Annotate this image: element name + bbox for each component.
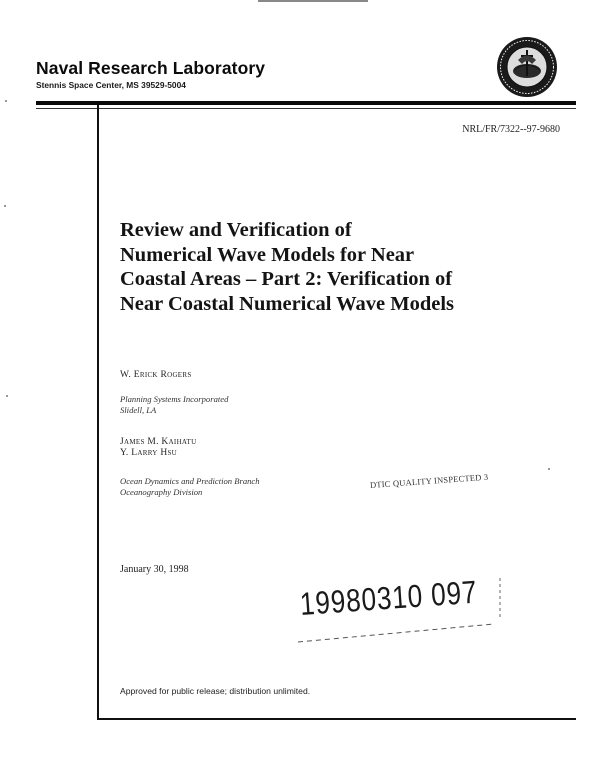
affiliation-line: Slidell, LA — [120, 404, 157, 415]
header-rule-thin — [36, 108, 576, 109]
stamp-dashed-edge — [498, 578, 502, 618]
stamp-dashed-line — [298, 622, 494, 644]
report-date: January 30, 1998 — [120, 564, 189, 575]
top-edge-rule — [258, 0, 368, 2]
navy-department-seal-icon — [496, 36, 558, 98]
report-number: NRL/FR/7322--97-9680 — [462, 124, 560, 135]
title-line: Numerical Wave Models for Near — [120, 243, 415, 266]
affiliation-line: Ocean Dynamics and Prediction Branch — [120, 476, 260, 486]
author-affiliation — [120, 476, 260, 497]
header-rule-thick — [36, 101, 576, 105]
title-line: Review and Verification of — [120, 219, 352, 241]
distribution-statement: Approved for public release; distribution unlimited. — [120, 686, 311, 696]
accession-number-stamp: 19980310 097 — [298, 573, 479, 622]
title-line: Near Coastal Numerical Wave Models — [120, 292, 455, 315]
organization-name: Naval Research Laboratory — [36, 58, 266, 78]
scan-speck — [4, 205, 6, 207]
organization-address: Stennis Space Center, MS 39529-5004 — [36, 80, 186, 90]
title-line: Coastal Areas – Part 2: Verification of — [120, 268, 453, 290]
scan-speck — [5, 100, 7, 102]
author-name: Y. Larry Hsu — [120, 448, 178, 458]
author-name: James M. Kaihatu — [120, 437, 197, 447]
affiliation-line: Oceanography Division — [120, 486, 203, 497]
author-name: W. Erick Rogers — [120, 370, 192, 380]
dtic-quality-stamp: DTIC QUALITY INSPECTED 3 — [369, 471, 489, 490]
scan-speck — [548, 468, 550, 470]
left-margin-rule — [97, 105, 99, 720]
scan-speck — [6, 395, 8, 397]
report-title — [120, 218, 570, 316]
author-affiliation — [120, 394, 228, 415]
affiliation-line: Planning Systems Incorporated — [120, 394, 229, 404]
bottom-rule — [97, 718, 576, 720]
